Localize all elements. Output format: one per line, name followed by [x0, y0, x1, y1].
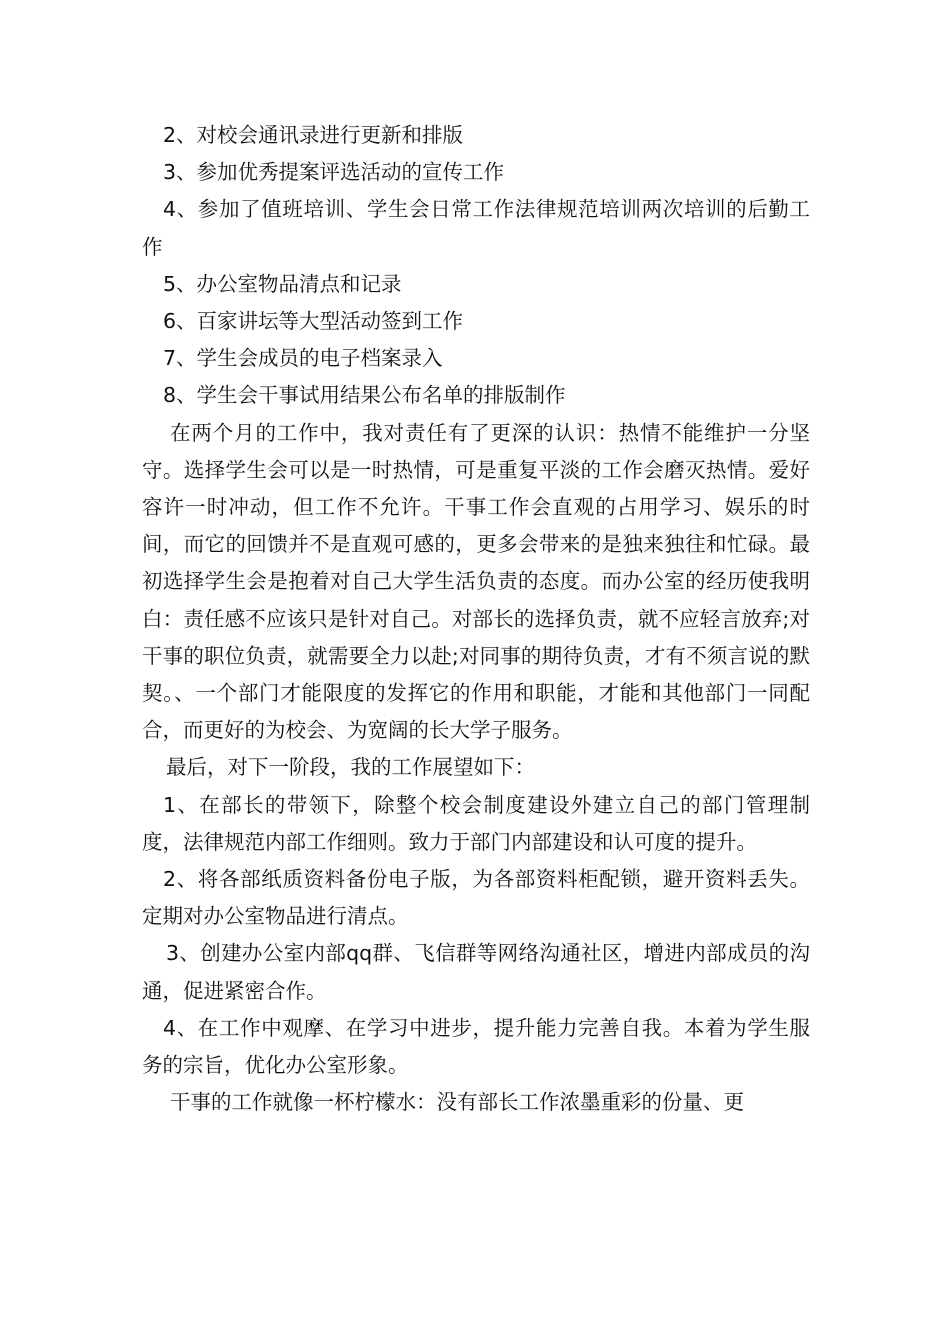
list-item: 7、学生会成员的电子档案录入	[163, 346, 443, 371]
list-item: 5、办公室物品清点和记录	[163, 271, 402, 296]
list-item: 8、学生会干事试用结果公布名单的排版制作	[163, 383, 566, 408]
body-paragraph: 干事的工作就像一杯柠檬水：没有部长工作浓墨重彩的份量、更	[170, 1090, 744, 1115]
document-body	[142, 117, 810, 1121]
list-item: 4、在工作中观摩、在学习中进步，提升能力完善自我。本着为学生服务的宗旨，优化办公室形象。	[142, 1015, 810, 1078]
list-item: 2、将各部纸质资料备份电子版，为各部资料柜配锁，避开资料丢失。定期对办公室物品进行清点。	[142, 867, 810, 929]
body-paragraph: 最后，对下一阶段，我的工作展望如下：	[166, 755, 535, 780]
list-item: 2、对校会通讯录进行更新和排版	[163, 123, 464, 147]
list-item: 3、参加优秀提案评选活动的宣传工作	[163, 160, 505, 185]
list-item: 3、创建办公室内部qq群、飞信群等网络沟通社区，增进内部成员的沟通，促进紧密合作。	[142, 941, 810, 1003]
list-item: 1、在部长的带领下，除整个校会制度建设外建立自己的部门管理制度，法律规范内部工作细则。致力于部门内部建设和认可度的提升。	[142, 792, 810, 854]
body-paragraph: 在两个月的工作中，我对责任有了更深的认识：热情不能维护一分坚守。选择学生会可以是一时热情，可是重复平淡的工作会磨灭热情。爱好容许一时冲动，但工作不允许。干事工作会直观的占用学习、娱乐的时间，而它的回馈并不是直观可感的，更多会带来的是独来独往和忙碌。最初选择学生会是抱着对自己大学生活负责的态度。而办公室的经历使我明白：责任感不应该只是针对自己。对部长的选择负责，就不应轻言放弃;对干事的职位负责，就需要全力以赴;对同事的期待负责，才有不须言说的默契。、一个部门才能限度的发挥它的作用和职能，才能和其他部门一同配合，而更好的为校会、为宽阔的长大学子服务。	[142, 420, 810, 743]
list-item: 6、百家讲坛等大型活动签到工作	[163, 309, 464, 334]
list-item: 4、参加了值班培训、学生会日常工作法律规范培训两次培训的后勤工作	[142, 197, 810, 259]
